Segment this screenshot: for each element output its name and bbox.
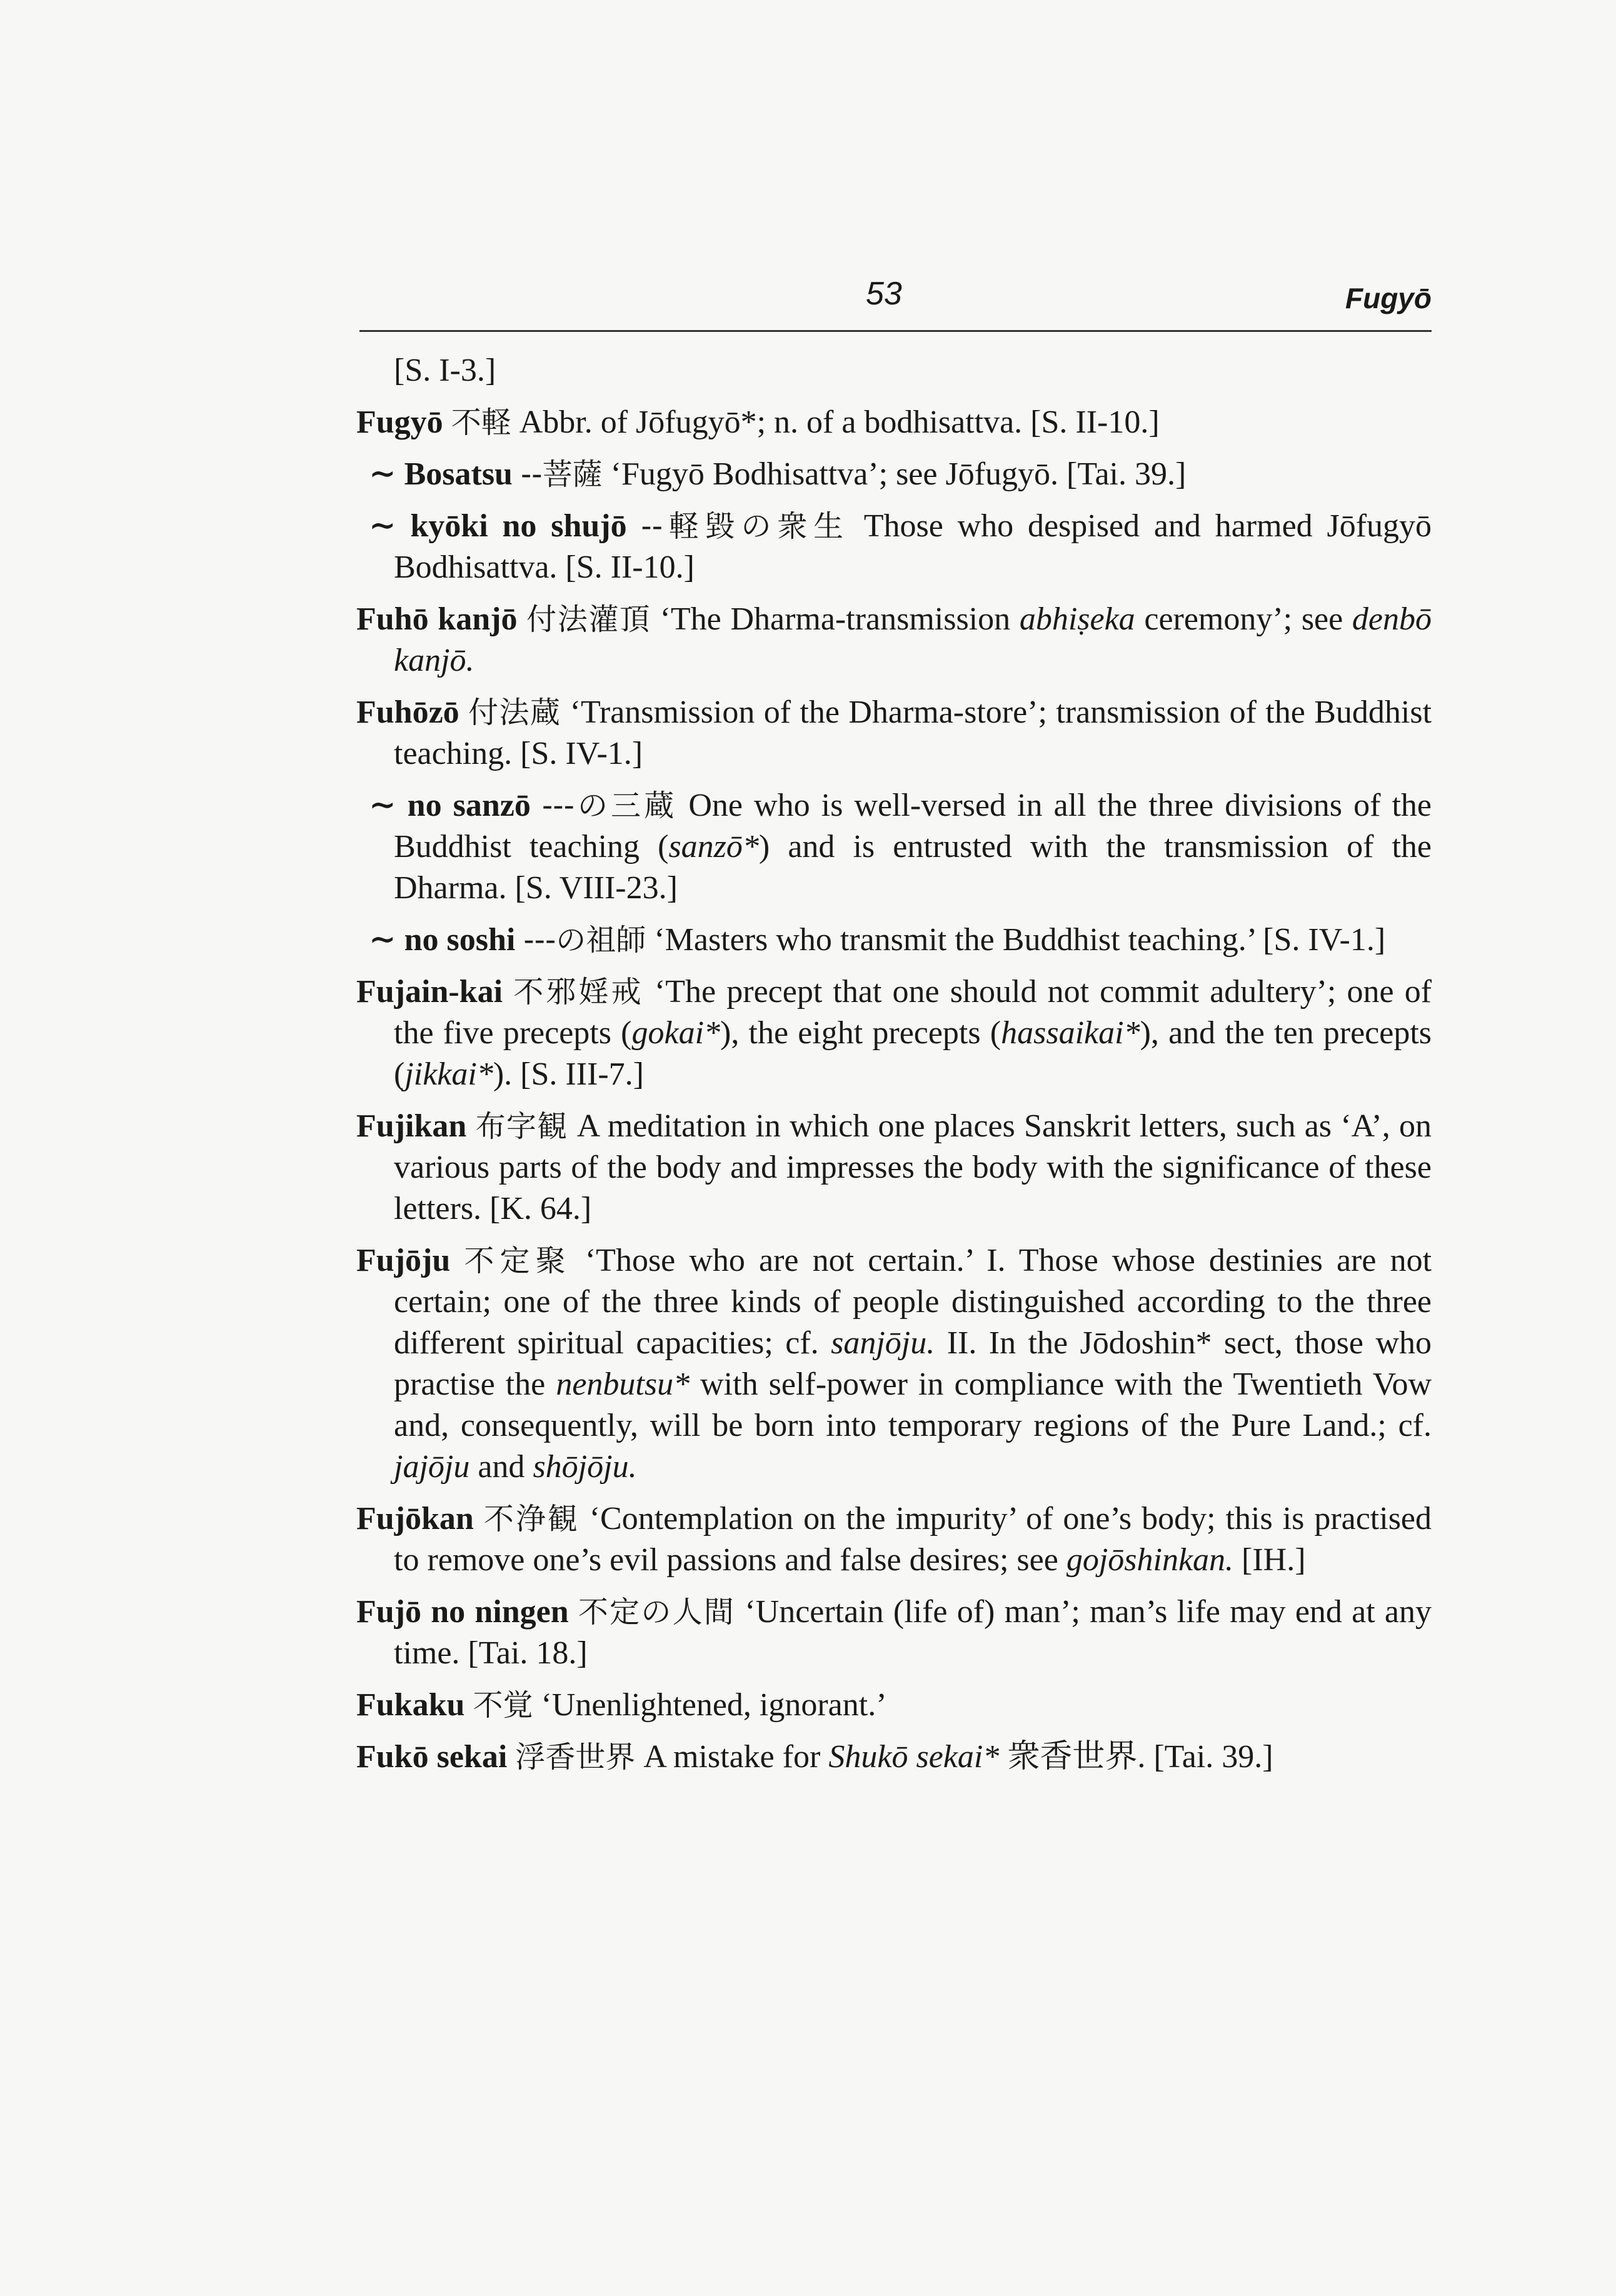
definition: ‘Unenlightened, ignorant.’ bbox=[541, 1687, 887, 1723]
subentry-bosatsu bbox=[356, 454, 1432, 495]
headword: no sanzō bbox=[407, 788, 531, 823]
headword: Fugyō bbox=[356, 404, 443, 440]
page-number: 53 bbox=[866, 276, 902, 312]
subentry-no-sanzo bbox=[356, 785, 1432, 909]
definition: ceremony’; see bbox=[1144, 601, 1343, 637]
kanji: 不軽 bbox=[451, 405, 511, 440]
italic-term: jikkai* bbox=[404, 1056, 493, 1092]
definition: ), and the ten precepts ( bbox=[394, 1015, 1432, 1092]
kanji: --軽毀の衆生 bbox=[641, 509, 850, 544]
kanji: 浮香世界 bbox=[515, 1740, 636, 1775]
headword: kyōki no shujō bbox=[410, 508, 627, 544]
definition: ‘Uncertain (life of) man’; man’s life may end at any time. [Tai. 18.] bbox=[394, 1594, 1432, 1671]
entry-fuko-sekai bbox=[356, 1737, 1432, 1778]
page-header bbox=[359, 268, 1432, 332]
definition: ) and is entrusted with the transmission of the Dharma. [S. VIII-23.] bbox=[394, 829, 1432, 906]
definition: One who is well-versed in all the three divisions of the Buddhist teaching ( bbox=[394, 788, 1432, 865]
tilde-mark: ∼ bbox=[369, 456, 396, 492]
kanji: 付法灌頂 bbox=[526, 602, 651, 637]
entry-fuhozo bbox=[356, 692, 1432, 775]
italic-term: Shukō sekai* bbox=[828, 1739, 1000, 1775]
definition: ‘Transmission of the Dharma-store’; transmission of the Buddhist teaching. [S. IV-1.] bbox=[394, 694, 1432, 771]
italic-term: nenbutsu* bbox=[556, 1366, 690, 1402]
definition: ), the eight precepts ( bbox=[720, 1015, 1001, 1051]
italic-term: hassaikai* bbox=[1001, 1015, 1140, 1051]
italic-term: sanzō* bbox=[668, 829, 759, 865]
headword: Fujōju bbox=[356, 1243, 451, 1278]
italic-term: gokai* bbox=[631, 1015, 721, 1051]
entry-fugyo bbox=[356, 402, 1432, 443]
definition: ). [S. III-7.] bbox=[493, 1056, 644, 1092]
subentry-kyoki-no-shujo bbox=[356, 506, 1432, 588]
entry-continuation: [S. I-3.] bbox=[394, 353, 496, 388]
kanji: 不定の人間 bbox=[578, 1595, 736, 1630]
kanji: 不邪婬戒 bbox=[513, 975, 644, 1010]
definition: ‘The precept that one should not commit adultery’; one of the five precepts ( bbox=[394, 974, 1432, 1051]
kanji: 付法蔵 bbox=[468, 695, 561, 730]
kanji: ---の三蔵 bbox=[541, 788, 678, 823]
italic-term: sanjōju. bbox=[831, 1325, 935, 1361]
headword: Bosatsu bbox=[404, 456, 513, 492]
headword: Fujōkan bbox=[356, 1501, 474, 1537]
kanji: 不覚 bbox=[473, 1688, 533, 1723]
italic-term: shōjōju. bbox=[533, 1449, 637, 1485]
italic-term: gojōshinkan. bbox=[1066, 1542, 1234, 1578]
headword: Fujikan bbox=[356, 1108, 467, 1144]
definition: ‘The Dharma-transmission bbox=[660, 601, 1011, 637]
definition: Those who despised and harmed Jōfugyō Bodhisattva. [S. II-10.] bbox=[394, 508, 1432, 585]
definition: Abbr. of Jōfugyō*; n. of a bodhisattva. [S. II-10.] bbox=[519, 404, 1160, 440]
entry-fujikan bbox=[356, 1106, 1432, 1230]
definition: ‘Those who are not certain.’ I. Those whose destinies are not certain; one of the three kinds of people distinguished according to the three different spiritual capacities; cf. bbox=[394, 1243, 1432, 1361]
headword: Fujō no ningen bbox=[356, 1594, 569, 1630]
kanji: 不浄観 bbox=[483, 1501, 580, 1537]
italic-term: denbō kanjō. bbox=[394, 601, 1432, 678]
definition: ‘Fugyō Bodhisattva’; see Jōfugyō. [Tai. 39.] bbox=[610, 456, 1187, 492]
definition: 衆香世界. [Tai. 39.] bbox=[1007, 1739, 1273, 1775]
kanji: ---の祖師 bbox=[523, 923, 646, 958]
italic-term: jajōju bbox=[394, 1449, 470, 1485]
subentry-no-soshi bbox=[356, 920, 1432, 961]
definition: and bbox=[478, 1449, 525, 1485]
headword: Fujain-kai bbox=[356, 974, 503, 1010]
italic-term: abhiṣeka bbox=[1019, 601, 1135, 637]
entry-fuho-kanjo bbox=[356, 599, 1432, 681]
headword: Fuhōzō bbox=[356, 694, 459, 730]
definition: A meditation in which one places Sanskrit letters, such as ‘A’, on various parts of the body and impresses the body with the significance of these letters. [K. 64.] bbox=[394, 1108, 1432, 1226]
definition: with self-power in compliance with the Twentieth Vow and, consequently, will be born into temporary regions of the Pure Land.; cf. bbox=[394, 1366, 1432, 1443]
headword: Fuhō kanjō bbox=[356, 601, 518, 637]
kanji: 布字観 bbox=[475, 1109, 568, 1144]
entry-fukaku bbox=[356, 1685, 1432, 1726]
entry-fujokan bbox=[356, 1498, 1432, 1581]
tilde-mark: ∼ bbox=[369, 508, 396, 544]
entry-fujain-kai bbox=[356, 971, 1432, 1095]
definition: [IH.] bbox=[1242, 1542, 1306, 1578]
tilde-mark: ∼ bbox=[369, 788, 396, 823]
definition: II. In the Jōdoshin* sect, those who practise the bbox=[394, 1325, 1432, 1402]
entries-body bbox=[356, 350, 1432, 1788]
tilde-mark: ∼ bbox=[369, 922, 396, 958]
definition: A mistake for bbox=[643, 1739, 821, 1775]
definition: ‘Masters who transmit the Buddhist teaching.’ [S. IV-1.] bbox=[654, 922, 1386, 958]
headword: no soshi bbox=[404, 922, 516, 958]
headword: Fukaku bbox=[356, 1687, 465, 1723]
kanji: 不定聚 bbox=[464, 1243, 571, 1278]
entry-fujoju bbox=[356, 1240, 1432, 1488]
headword: Fukō sekai bbox=[356, 1739, 508, 1775]
definition: ‘Contemplation on the impurity’ of one’s body; this is practised to remove one’s evil passions and false desires; see bbox=[394, 1501, 1432, 1578]
kanji: --菩薩 bbox=[520, 457, 603, 492]
running-head: Fugyō bbox=[1345, 282, 1432, 314]
entry-fujo-no-ningen bbox=[356, 1592, 1432, 1674]
